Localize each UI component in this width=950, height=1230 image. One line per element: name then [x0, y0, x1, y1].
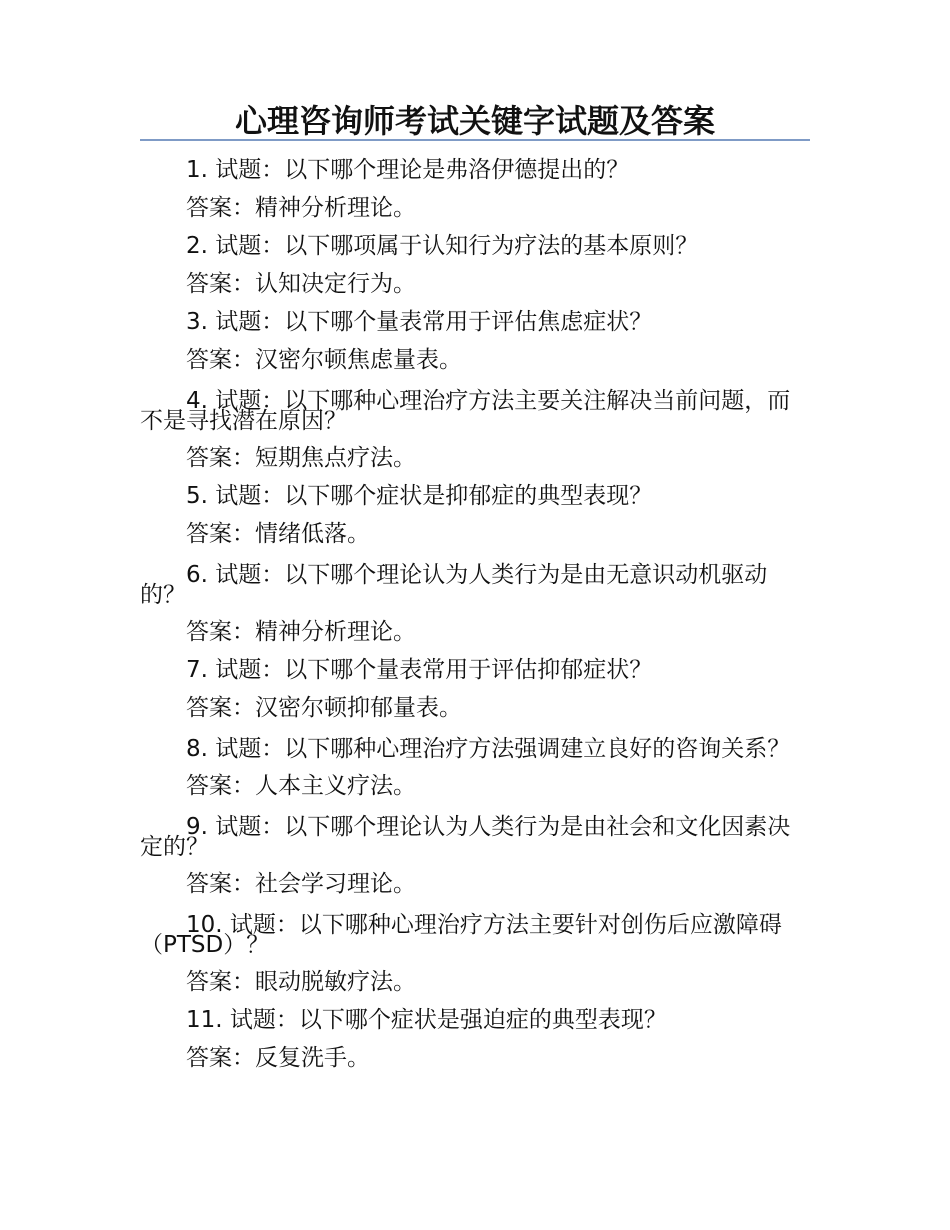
answer-4: 答案：短期焦点疗法。	[186, 445, 416, 471]
qa-list	[140, 153, 812, 1079]
answer-5: 答案：情绪低落。	[186, 521, 370, 547]
question-2: 2. 试题：以下哪项属于认知行为疗法的基本原则？	[186, 233, 699, 259]
question-4: 4. 试题：以下哪种心理治疗方法主要关注解决当前问题，而不是寻找潜在原因？	[140, 388, 791, 434]
question-3: 3. 试题：以下哪个量表常用于评估焦虑症状？	[186, 309, 653, 335]
question-6: 6. 试题：以下哪个理论认为人类行为是由无意识动机驱动的？	[140, 562, 768, 608]
question-5: 5. 试题：以下哪个症状是抑郁症的典型表现？	[186, 483, 653, 509]
question-1: 1. 试题：以下哪个理论是弗洛伊德提出的？	[186, 157, 630, 183]
answer-3: 答案：汉密尔顿焦虑量表。	[186, 347, 462, 373]
answer-6: 答案：精神分析理论。	[186, 619, 416, 645]
answer-1: 答案：精神分析理论。	[186, 195, 416, 221]
question-10: 10. 试题：以下哪种心理治疗方法主要针对创伤后应激障碍（PTSD）？	[140, 912, 782, 958]
answer-2: 答案：认知决定行为。	[186, 271, 416, 297]
answer-8: 答案：人本主义疗法。	[186, 773, 416, 799]
answer-9: 答案：社会学习理论。	[186, 871, 416, 897]
question-7: 7. 试题：以下哪个量表常用于评估抑郁症状？	[186, 657, 653, 683]
answer-10: 答案：眼动脱敏疗法。	[186, 969, 416, 995]
answer-11: 答案：反复洗手。	[186, 1045, 370, 1071]
answer-7: 答案：汉密尔顿抑郁量表。	[186, 695, 462, 721]
question-9: 9. 试题：以下哪个理论认为人类行为是由社会和文化因素决定的？	[140, 814, 791, 860]
document-title: 心理咨询师考试关键字试题及答案	[234, 102, 715, 140]
title-underline	[140, 139, 810, 141]
question-8: 8. 试题：以下哪种心理治疗方法强调建立良好的咨询关系？	[186, 736, 791, 762]
question-11: 11. 试题：以下哪个症状是强迫症的典型表现？	[186, 1007, 667, 1033]
